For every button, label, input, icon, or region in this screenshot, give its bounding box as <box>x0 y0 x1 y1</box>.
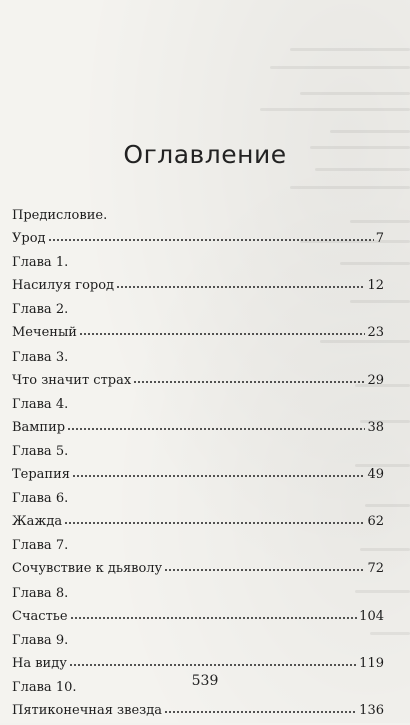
show-through-line <box>290 186 410 189</box>
toc-entry-title: Меченый <box>12 325 77 341</box>
toc-entry-title: Пятиконечная звезда <box>12 702 162 718</box>
toc-entry-line <box>12 698 384 718</box>
toc-entry-line <box>12 415 384 435</box>
show-through-line <box>300 92 410 95</box>
toc-entry[interactable] <box>12 348 384 395</box>
toc-entry-title: Счастье <box>12 608 68 624</box>
toc-entry-page: 7 <box>375 231 384 246</box>
toc-entry[interactable] <box>12 584 384 631</box>
toc-entry-line <box>12 604 384 624</box>
toc-entry-page: 62 <box>367 514 384 530</box>
toc-entry-title: Что значит страх <box>12 372 132 388</box>
table-of-contents <box>12 206 384 725</box>
dot-leader <box>48 226 374 242</box>
toc-entry-heading: Глава 1. <box>12 255 69 271</box>
toc-entry[interactable] <box>12 536 384 583</box>
toc-entry-heading: Глава 2. <box>12 302 69 318</box>
toc-entry-page: 72 <box>367 561 384 577</box>
toc-entry-title: Вампир <box>12 419 66 435</box>
toc-entry[interactable] <box>12 489 384 536</box>
toc-entry-heading: Предисловие. <box>12 208 108 223</box>
dot-leader <box>67 415 365 431</box>
toc-entry-line <box>12 509 384 529</box>
dot-leader <box>64 509 365 525</box>
page-title: Оглавление <box>123 140 287 169</box>
toc-entry[interactable] <box>12 631 384 678</box>
toc-entry-line <box>12 462 384 482</box>
toc-entry-title: Сочувствие к дьяволу <box>12 561 163 577</box>
toc-entry-title: Насилуя город <box>12 278 115 294</box>
toc-entry-page: 12 <box>367 278 384 294</box>
toc-entry-heading: Глава 3. <box>12 349 69 365</box>
toc-entry-title: Терапия <box>12 466 70 482</box>
dot-leader <box>72 462 365 478</box>
toc-entry-line <box>12 651 384 671</box>
show-through-line <box>270 66 410 69</box>
toc-entry-line <box>12 368 384 388</box>
toc-entry[interactable] <box>12 395 384 442</box>
toc-entry-page: 23 <box>367 325 384 341</box>
toc-entry-page: 29 <box>367 372 384 388</box>
toc-entry[interactable] <box>12 442 384 489</box>
toc-entry[interactable] <box>12 206 384 253</box>
dot-leader <box>133 368 365 384</box>
toc-entry-line <box>12 320 384 340</box>
toc-entry-title: Жажда <box>12 514 63 530</box>
toc-entry-heading: Глава 5. <box>12 443 69 459</box>
toc-entry-page: 104 <box>359 608 384 624</box>
toc-entry-page: 49 <box>367 466 384 482</box>
toc-entry[interactable] <box>12 300 384 347</box>
dot-leader <box>79 320 365 336</box>
toc-entry-heading: Глава 8. <box>12 585 69 601</box>
toc-entry-page: 38 <box>367 419 384 435</box>
dot-leader <box>164 556 365 572</box>
dot-leader <box>164 698 357 714</box>
dot-leader <box>116 273 365 289</box>
toc-entry-heading: Глава 4. <box>12 396 69 412</box>
toc-entry-line <box>12 273 384 293</box>
toc-entry-page: 136 <box>359 702 384 718</box>
toc-entry-line <box>12 556 384 576</box>
toc-entry-line <box>12 226 384 246</box>
dot-leader <box>69 651 357 667</box>
toc-entry-heading: Глава 9. <box>12 632 69 648</box>
page-number: 539 <box>191 673 219 689</box>
toc-entry-title: Урод <box>12 231 46 246</box>
toc-entry-page: 119 <box>359 655 384 671</box>
dot-leader <box>70 604 358 620</box>
toc-entry-title: На виду <box>12 655 67 671</box>
show-through-line <box>290 48 410 51</box>
toc-entry-heading: Глава 10. <box>12 679 77 695</box>
toc-entry-heading: Глава 7. <box>12 538 69 554</box>
toc-entry-heading: Глава 6. <box>12 491 69 507</box>
show-through-line <box>260 108 410 111</box>
show-through-line <box>330 130 410 133</box>
toc-entry[interactable] <box>12 253 384 300</box>
